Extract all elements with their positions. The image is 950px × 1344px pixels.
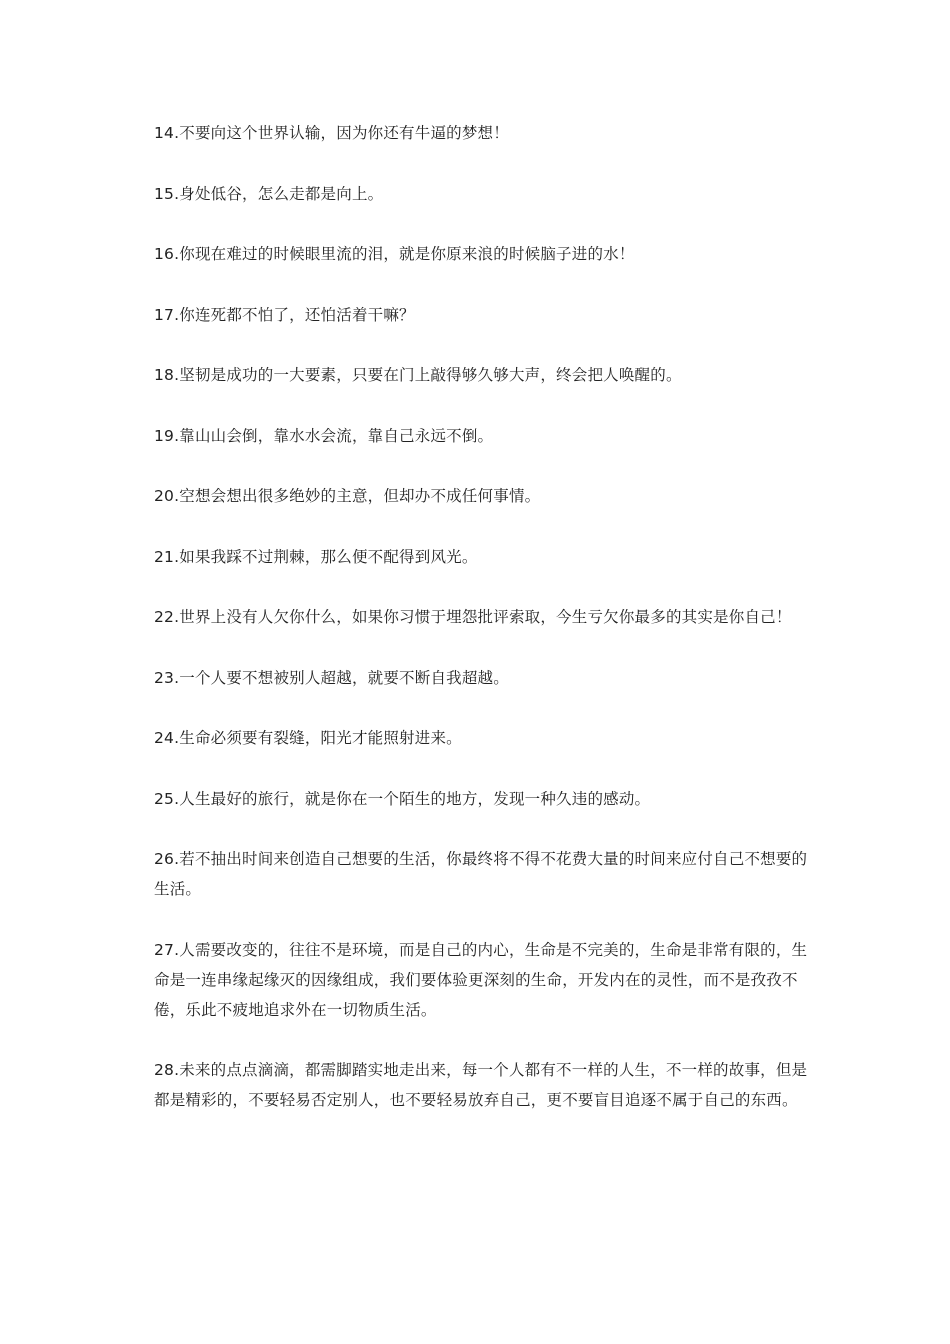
quote-15: 15.身处低谷，怎么走都是向上。	[154, 184, 384, 203]
quote-25: 25.人生最好的旅行，就是你在一个陌生的地方，发现一种久违的感动。	[154, 789, 651, 808]
quote-27: 27.人需要改变的，往往不是环境，而是自己的内心，生命是不完美的，生命是非常有限的，生命是一连串缘起缘灭的因缘组成，我们要体验更深刻的生命，开发内在的灵性，而不是孜孜不倦，乐此不疲地追求外在一切物质生活。	[154, 940, 808, 1019]
quote-24: 24.生命必须要有裂缝，阳光才能照射进来。	[154, 729, 462, 747]
quote-28: 28.未来的点点滴滴，都需脚踏实地走出来，每一个人都有不一样的人生，不一样的故事，但是都是精彩的，不要轻易否定别人，也不要轻易放弃自己，更不要盲目追逐不属于自己的东西。	[154, 1061, 808, 1109]
quote-26: 26.若不抽出时间来创造自己想要的生活，你最终将不得不花费大量的时间来应付自己不想要的生活。	[154, 850, 808, 898]
quote-19: 19.靠山山会倒，靠水水会流，靠自己永远不倒。	[154, 426, 494, 445]
quote-23: 23.一个人要不想被别人超越，就要不断自我超越。	[154, 668, 509, 687]
quote-21: 21.如果我踩不过荆棘，那么便不配得到风光。	[154, 547, 478, 566]
quote-17: 17.你连死都不怕了，还怕活着干嘛？	[154, 305, 415, 324]
quote-list	[154, 118, 810, 1146]
quote-22: 22.世界上没有人欠你什么，如果你习惯于埋怨批评索取，今生亏欠你最多的其实是你自己！	[154, 608, 792, 626]
quote-14: 14.不要向这个世界认输，因为你还有牛逼的梦想！	[154, 124, 509, 142]
quote-18: 18.坚韧是成功的一大要素，只要在门上敲得够久够大声，终会把人唤醒的。	[154, 366, 682, 384]
quote-20: 20.空想会想出很多绝妙的主意，但却办不成任何事情。	[154, 487, 541, 505]
quote-16: 16.你现在难过的时候眼里流的泪，就是你原来浪的时候脑子进的水！	[154, 245, 635, 263]
